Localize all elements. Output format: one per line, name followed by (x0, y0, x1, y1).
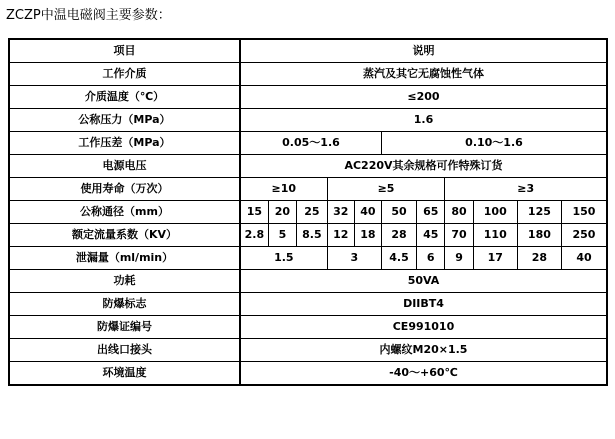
row-value: 15 (240, 201, 268, 224)
table-row (9, 132, 607, 155)
row-value: CE991010 (240, 316, 607, 339)
table-row (9, 155, 607, 178)
row-value: 32 (327, 201, 354, 224)
row-label: 出线口接头 (9, 339, 240, 362)
row-value: 8.5 (297, 224, 328, 247)
row-value: ≥10 (240, 178, 327, 201)
row-value: ≤200 (240, 86, 607, 109)
row-value: 70 (445, 224, 473, 247)
row-value: 4.5 (381, 247, 416, 270)
row-value: 25 (297, 201, 328, 224)
row-value: 180 (517, 224, 561, 247)
table-row (9, 270, 607, 293)
row-label: 公称压力（MPa） (9, 109, 240, 132)
row-value: 40 (354, 201, 381, 224)
table-row (9, 178, 607, 201)
row-label: 工作压差（MPa） (9, 132, 240, 155)
table-row (9, 362, 607, 386)
row-value: 40 (561, 247, 607, 270)
row-value: 3 (327, 247, 381, 270)
row-label: 防爆标志 (9, 293, 240, 316)
row-value: 18 (354, 224, 381, 247)
row-value: 12 (327, 224, 354, 247)
table-row (9, 201, 607, 224)
row-value: 50VA (240, 270, 607, 293)
row-value: 80 (445, 201, 473, 224)
row-value: 125 (517, 201, 561, 224)
row-value: 150 (561, 201, 607, 224)
row-value: 45 (417, 224, 445, 247)
table-row (9, 63, 607, 86)
row-value: 110 (473, 224, 517, 247)
row-label: 防爆证编号 (9, 316, 240, 339)
row-value: 17 (473, 247, 517, 270)
row-value: ≥5 (327, 178, 445, 201)
row-value: 100 (473, 201, 517, 224)
row-value: 9 (445, 247, 473, 270)
header-item: 项目 (9, 39, 240, 63)
table-row (9, 293, 607, 316)
row-value: 250 (561, 224, 607, 247)
row-value: -40～+60℃ (240, 362, 607, 386)
row-value: ≥3 (445, 178, 607, 201)
row-value: 2.8 (240, 224, 268, 247)
row-value: DIIBT4 (240, 293, 607, 316)
row-value: 65 (417, 201, 445, 224)
row-value: 内螺纹M20×1.5 (240, 339, 607, 362)
table-row (9, 224, 607, 247)
row-label: 电源电压 (9, 155, 240, 178)
row-label: 公称通径（mm） (9, 201, 240, 224)
row-label: 泄漏量（ml/min） (9, 247, 240, 270)
row-value: 28 (381, 224, 416, 247)
row-label: 工作介质 (9, 63, 240, 86)
header-desc: 说明 (240, 39, 607, 63)
row-value: 28 (517, 247, 561, 270)
row-value: 0.10～1.6 (381, 132, 607, 155)
table-row (9, 109, 607, 132)
page-title: ZCZP中温电磁阀主要参数： (6, 8, 171, 23)
row-label: 额定流量系数（KV） (9, 224, 240, 247)
table-row (9, 316, 607, 339)
row-value: 20 (268, 201, 296, 224)
row-value: 1.5 (240, 247, 327, 270)
table-row (9, 339, 607, 362)
row-value: 6 (417, 247, 445, 270)
row-value: AC220V其余规格可作特殊订货 (240, 155, 607, 178)
table-header-row (9, 39, 607, 63)
row-label: 功耗 (9, 270, 240, 293)
row-value: 5 (268, 224, 296, 247)
row-value: 50 (381, 201, 416, 224)
row-value: 蒸汽及其它无腐蚀性气体 (240, 63, 607, 86)
parameter-table (8, 38, 608, 386)
row-value: 0.05～1.6 (240, 132, 382, 155)
row-label: 介质温度（℃） (9, 86, 240, 109)
row-value: 1.6 (240, 109, 607, 132)
table-row (9, 247, 607, 270)
table-row (9, 86, 607, 109)
row-label: 环境温度 (9, 362, 240, 386)
row-label: 使用寿命（万次） (9, 178, 240, 201)
